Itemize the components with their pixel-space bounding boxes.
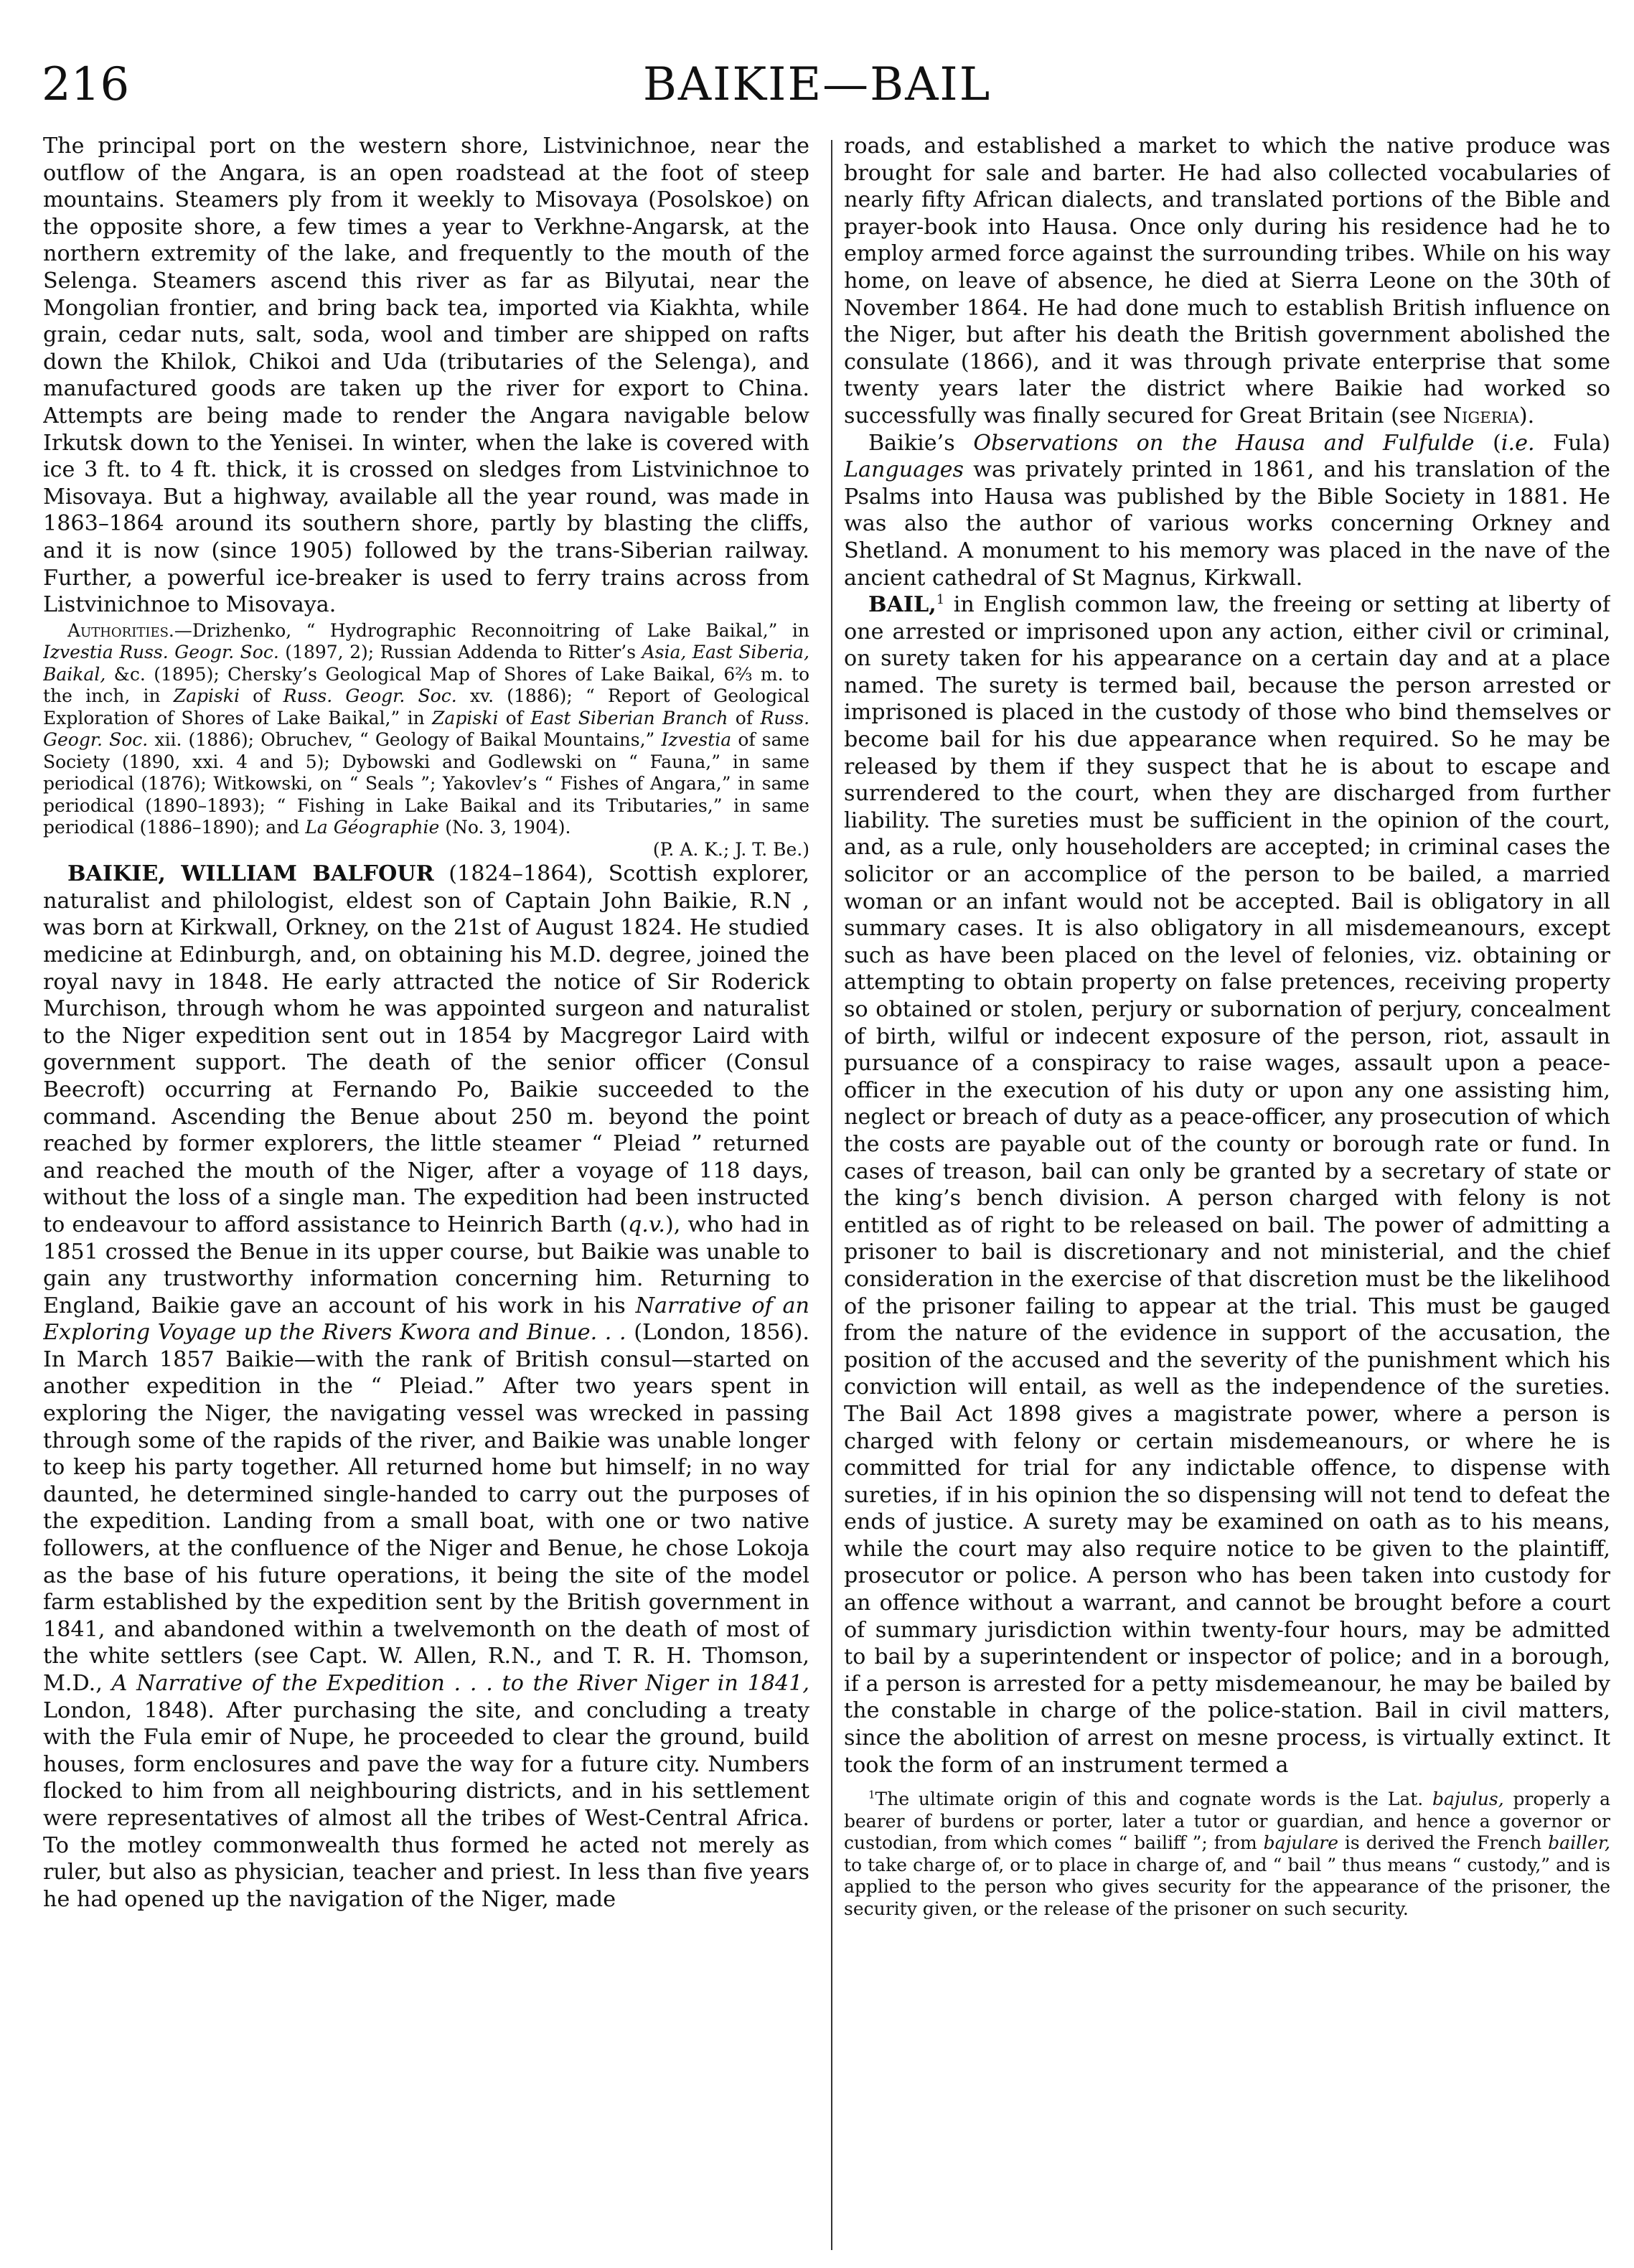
baikie-continuation: roads, and established a market to which the native produce was brought for sale and barter. He had also collected vocabularies of nearly fifty African dialects, and translated portions of the Bible and prayer-book into Hausa. Once only during his residence had he to employ armed force against the surrounding tribes. While on his way home, on leave of absence, he died at Sierra Leone on the 30th of November 1864. He had done much to establish British influence on the Niger, but after his death the British government abolished the consulate (1866), and it was through private enterprise that some twenty years later the district where Baikie had worked so successfully was finally secured for Great Britain (see Nigeria).	[844, 133, 1610, 428]
cross-reference-nigeria: Nigeria	[1442, 403, 1519, 428]
page-number: 216	[42, 58, 130, 111]
bail-headword: BAIL,	[868, 592, 936, 618]
right-column	[844, 133, 1610, 2250]
left-column	[43, 133, 809, 2250]
footnote-marker: 1	[868, 1788, 875, 1801]
baikal-closing-paragraph: The principal port on the western shore, Listvinichnoe, near the outflow of the Angara, is an open roadstead at the foot of steep mountains. Steamers ply from it weekly to Misovaya (Posolskoe) on the opposite shore, a few times a year to Verkhne-Angarsk, at the northern extremity of the lake, and frequently to the mouth of the Selenga. Steamers ascend this river as far as Bilyutai, near the Mongolian frontier, and bring back tea, imported via Kiakhta, while grain, cedar nuts, salt, soda, wool and timber are shipped on rafts down the Khilok, Chikoi and Uda (tributaries of the Selenga), and manufactured goods are taken up the river for export to China. Attempts are being made to render the Angara navigable below Irkutsk down to the Yenisei. In winter, when the lake is covered with ice 3 ft. to 4 ft. thick, it is crossed on sledges from Listvinichnoe to Misovaya. But a highway, available all the year round, was made in 1863–1864 around its southern shore, partly by blasting the cliffs, and it is now (since 1905) followed by the trans-Siberian railway. Further, a powerful ice-breaker is used to ferry trains across from Listvinichnoe to Misovaya.	[43, 133, 809, 618]
book-title-narrative: Narrative of an Exploring Voyage up the Rivers Kwora and Binue. . .	[43, 1293, 809, 1346]
running-title: BAIKIE—BAIL	[642, 58, 992, 111]
baikie-headword: BAIKIE, WILLIAM BALFOUR	[67, 861, 434, 887]
column-divider	[831, 140, 832, 2250]
authorities-signature: (P. A. K.; J. T. Be.)	[652, 838, 809, 860]
footnote: $^1$The ultimate origin of this and cognate words is the Lat. bajulus, properly a bearer of burdens or porter, later a tutor or guardian, and hence a governor or custodian, from which comes “ bailiff ”; from bajulare is derived the French bailler, to take charge of, or to place in charge of, and “ bail ” thus means “ custody,” and is applied to the person who gives security for the appearance of the prisoner, the security given, or the release of the prisoner on such security.	[844, 1788, 1610, 1919]
baikie-works-paragraph: Baikie’s Observations on the Hausa and Fulfulde (i.e. Fula) Languages was privately printed in 1861, and his translation of the Psalms into Hausa was published by the Bible Society in 1881. He was also the author of various works concerning Orkney and Shetland. A monument to his memory was placed in the nave of the ancient cathedral of St Magnus, Kirkwall.	[844, 430, 1610, 591]
authorities-paragraph: Authorities.—Drizhenko, “ Hydrographic Reconnoitring of Lake Baikal,” in Izvestia Russ. Geogr. Soc. (1897, 2); Russian Addenda to Ritter’s Asia, East Siberia, Baikal, &c. (1895); Chersky’s Geological Map of Shores of Lake Baikal, 6⅔ m. to the inch, in Zapiski of Russ. Geogr. Soc. xv. (1886); “ Report of Geological Exploration of Shores of Lake Baikal,” in Zapiski of East Siberian Branch of Russ. Geogr. Soc. xii. (1886); Obruchev, “ Geology of Baikal Mountains,” Izvestia of same Society (1890, xxi. 4 and 5); Dybowski and Godlewski on “ Fauna,” in same periodical (1876); Witkowski, on “ Seals ”; Yakovlev’s “ Fishes of Angara,” in same periodical (1890–1893); “ Fishing in Lake Baikal and its Tributaries,” in same periodical (1886–1890); and La Géographie (No. 3, 1904).	[43, 619, 809, 838]
baikie-article: BAIKIE, WILLIAM BALFOUR (1824–1864), Scottish explorer, naturalist and philologist, eldest son of Captain John Baikie, R.N , was born at Kirkwall, Orkney, on the 21st of August 1824. He studied medicine at Edinburgh, and, on obtaining his M.D. degree, joined the royal navy in 1848. He early attracted the notice of Sir Roderick Murchison, through whom he was appointed surgeon and naturalist to the Niger expedition sent out in 1854 by Macgregor Laird with government support. The death of the senior officer (Consul Beecroft) occurring at Fernando Po, Baikie succeeded to the command. Ascending the Benue about 250 m. beyond the point reached by former explorers, the little steamer “ Pleiad ” returned and reached the mouth of the Niger, after a voyage of 118 days, without the loss of a single man. The expedition had been instructed to endeavour to afford assistance to Heinrich Barth (q.v.), who had in 1851 crossed the Benue in its upper course, but Baikie was unable to gain any trustworthy information concerning him. Returning to England, Baikie gave an account of his work in his Narrative of an Exploring Voyage up the Rivers Kwora and Binue. . . (London, 1856). In March 1857 Baikie—with the rank of British consul—started on another expedition in the “ Pleiad.” After two years spent in exploring the Niger, the navigating vessel was wrecked in passing through some of the rapids of the river, and Baikie was unable longer to keep his party together. All returned home but himself; in no way daunted, he determined single-handed to carry out the purposes of the expedition. Landing from a small boat, with one or two native followers, at the confluence of the Niger and Benue, he chose Lokoja as the base of his future operations, it being the site of the model farm established by the expedition sent by the British government in 1841, and abandoned within a twelvemonth on the death of most of the white settlers (see Capt. W. Allen, R.N., and T. R. H. Thomson, M.D., A Narrative of the Expedition . . . to the River Niger in 1841, London, 1848). After purchasing the site, and concluding a treaty with the Fula emir of Nupe, he proceeded to clear the ground, build houses, form enclosures and pave the way for a future city. Numbers flocked to him from all neighbouring districts, and in his settlement were representatives of almost all the tribes of West-Central Africa. To the motley commonwealth thus formed he acted not merely as ruler, but also as physician, teacher and priest. In less than five years he had opened up the navigation of the Niger, made	[43, 861, 809, 1912]
bail-article: BAIL,$^1$ in English common law, the freeing or setting at liberty of one arrested or imprisoned upon any action, either civil or criminal, on surety taken for his appearance on a certain day and at a place named. The surety is termed bail, because the person arrested or imprisoned is placed in the custody of those who bind themselves or become bail for his due appearance when required. So he may be released by them if they suspect that he is about to escape and surrendered to the court, when they are discharged from further liability. The sureties must be sufficient in the opinion of the court, and, as a rule, only householders are accepted; in criminal cases the solicitor or an accomplice of the person to be bailed, a married woman or an infant would not be accepted. Bail is obligatory in all summary cases. It is also obligatory in all misdemeanours, except such as have been placed on the level of felonies, viz. obtaining or attempting to obtain property on false pretences, receiving property so obtained or stolen, perjury or subornation of perjury, concealment of birth, wilful or indecent exposure of the person, riot, assault in pursuance of a conspiracy to raise wages, assault upon a peace-officer in the execution of his duty or upon any one assisting him, neglect or breach of duty as a peace-officer, any prosecution of which the costs are payable out of the county or borough rate or fund. In cases of treason, bail can only be granted by a secretary of state or the king’s bench division. A person charged with felony is not entitled as of right to be released on bail. The power of admitting a prisoner to bail is discretionary and not ministerial, and the chief consideration in the exercise of that discretion must be the likelihood of the prisoner failing to appear at the trial. This must be gauged from the nature of the evidence in support of the accusation, the position of the accused and the severity of the punishment which his conviction will entail, as well as the independence of the sureties. The Bail Act 1898 gives a magistrate power, where a person is charged with felony or certain misdemeanours, or where he is committed for trial for any indictable offence, to dispense with sureties, if in his opinion the so dispensing will not tend to defeat the ends of justice. A surety may be examined on oath as to his means, while the court may also require notice to be given to the plaintiff, prosecutor or police. A person who has been taken into custody for an offence without a warrant, and cannot be brought before a court of summary jurisdiction within twenty-four hours, may be admitted to bail by a superintendent or inspector of police; and in a borough, if a person is arrested for a petty misdemeanour, he may be bailed by the constable in charge of the police-station. Bail in civil matters, since the abolition of arrest on mesne process, is virtually extinct. It took the form of an instrument termed a	[844, 592, 1610, 1778]
authorities-label: Authorities.	[67, 619, 174, 641]
footnote-reference: 1	[936, 592, 945, 608]
book-title-expedition: A Narrative of the Expedition . . . to the River Niger in 1841,	[111, 1671, 809, 1696]
